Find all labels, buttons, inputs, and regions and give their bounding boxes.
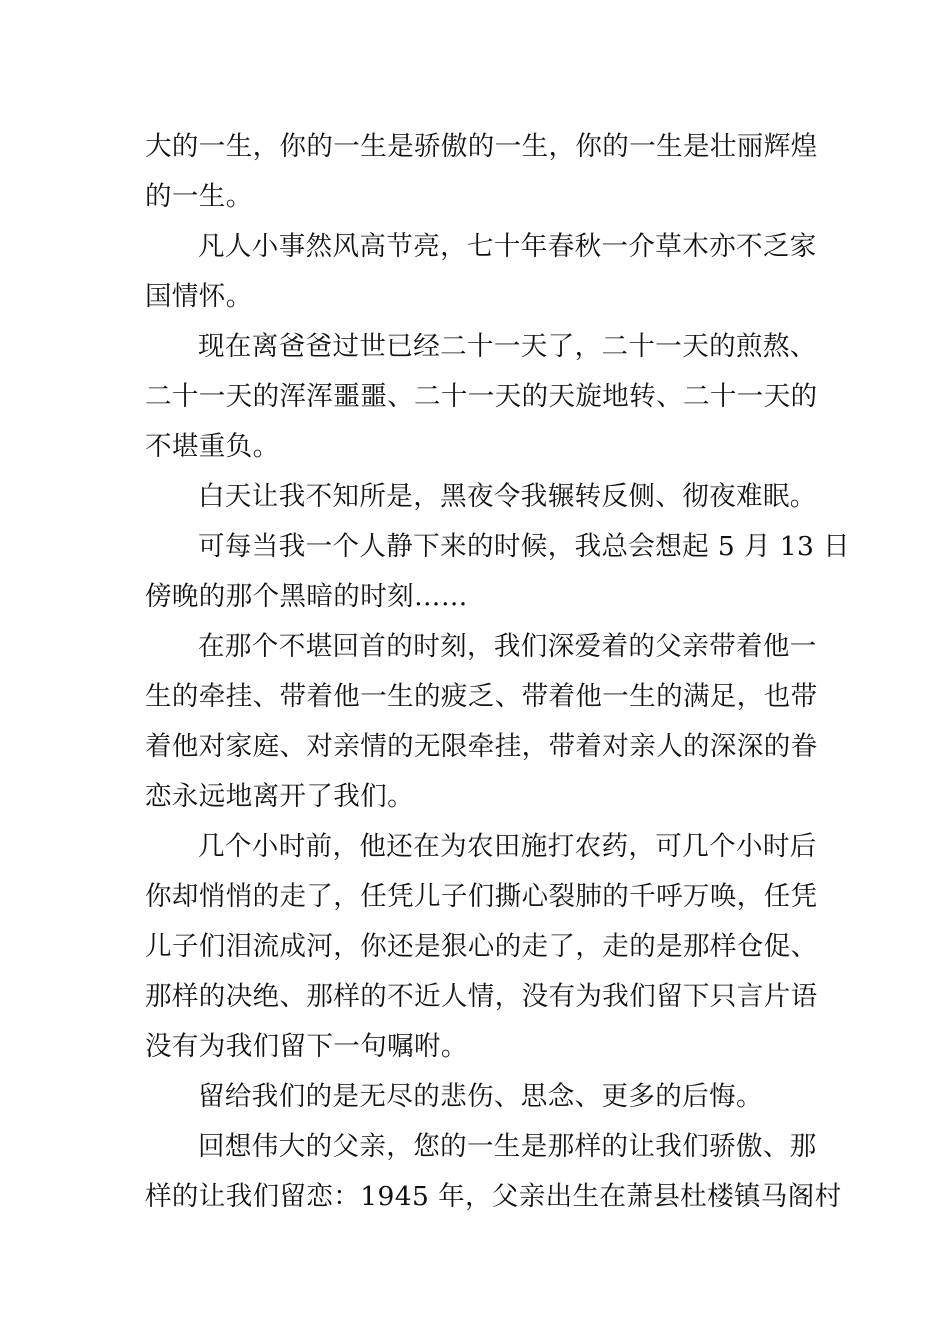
text-line: 傍晚的那个黑暗的时刻…… [145,581,468,612]
text-line: 不堪重负。 [145,431,280,462]
paragraph-start-line: 几个小时前，他还在为农田施打农药，可几个小时后 [198,831,817,862]
paragraph-start-line: 在那个不堪回首的时刻，我们深爱着的父亲带着他一 [198,631,817,662]
text-line: 国情怀。 [145,281,253,312]
paragraph-start-line: 留给我们的是无尽的悲伤、思念、更多的后悔。 [198,1081,763,1112]
text-line: 儿子们泪流成河，你还是狠心的走了，走的是那样仓促、 [145,931,818,962]
text-line: 恋永远地离开了我们。 [145,781,414,812]
text-line: 你却悄悄的走了，任凭儿子们撕心裂肺的千呼万唤，任凭 [145,881,818,912]
text-line: 没有为我们留下一句嘱咐。 [145,1031,468,1062]
paragraph-start-line: 回想伟大的父亲，您的一生是那样的让我们骄傲、那 [198,1131,817,1162]
text-line: 那样的决绝、那样的不近人情，没有为我们留下只言片语 [145,981,818,1012]
paragraph-start-line: 现在离爸爸过世已经二十一天了，二十一天的煎熬、 [198,331,817,362]
text-line: 二十一天的浑浑噩噩、二十一天的天旋地转、二十一天的 [145,381,818,412]
text-line: 的一生。 [145,181,253,212]
paragraph-start-line: 白天让我不知所是，黑夜令我辗转反侧、彻夜难眠。 [198,481,817,512]
document-body [145,122,850,1222]
paragraph-start-line: 可每当我一个人静下来的时候，我总会想起 5 月 13 日 [198,531,850,562]
text-line: 着他对家庭、对亲情的无限牵挂，带着对亲人的深深的眷 [145,731,818,762]
text-line: 大的一生，你的一生是骄傲的一生，你的一生是壮丽辉煌 [145,131,818,162]
text-line: 生的牵挂、带着他一生的疲乏、带着他一生的满足，也带 [145,681,818,712]
paragraph-start-line: 凡人小事然风高节亮，七十年春秋一介草木亦不乏家 [198,231,817,262]
text-line: 样的让我们留恋：1945 年，父亲出生在萧县杜楼镇马阁村 [145,1181,842,1212]
